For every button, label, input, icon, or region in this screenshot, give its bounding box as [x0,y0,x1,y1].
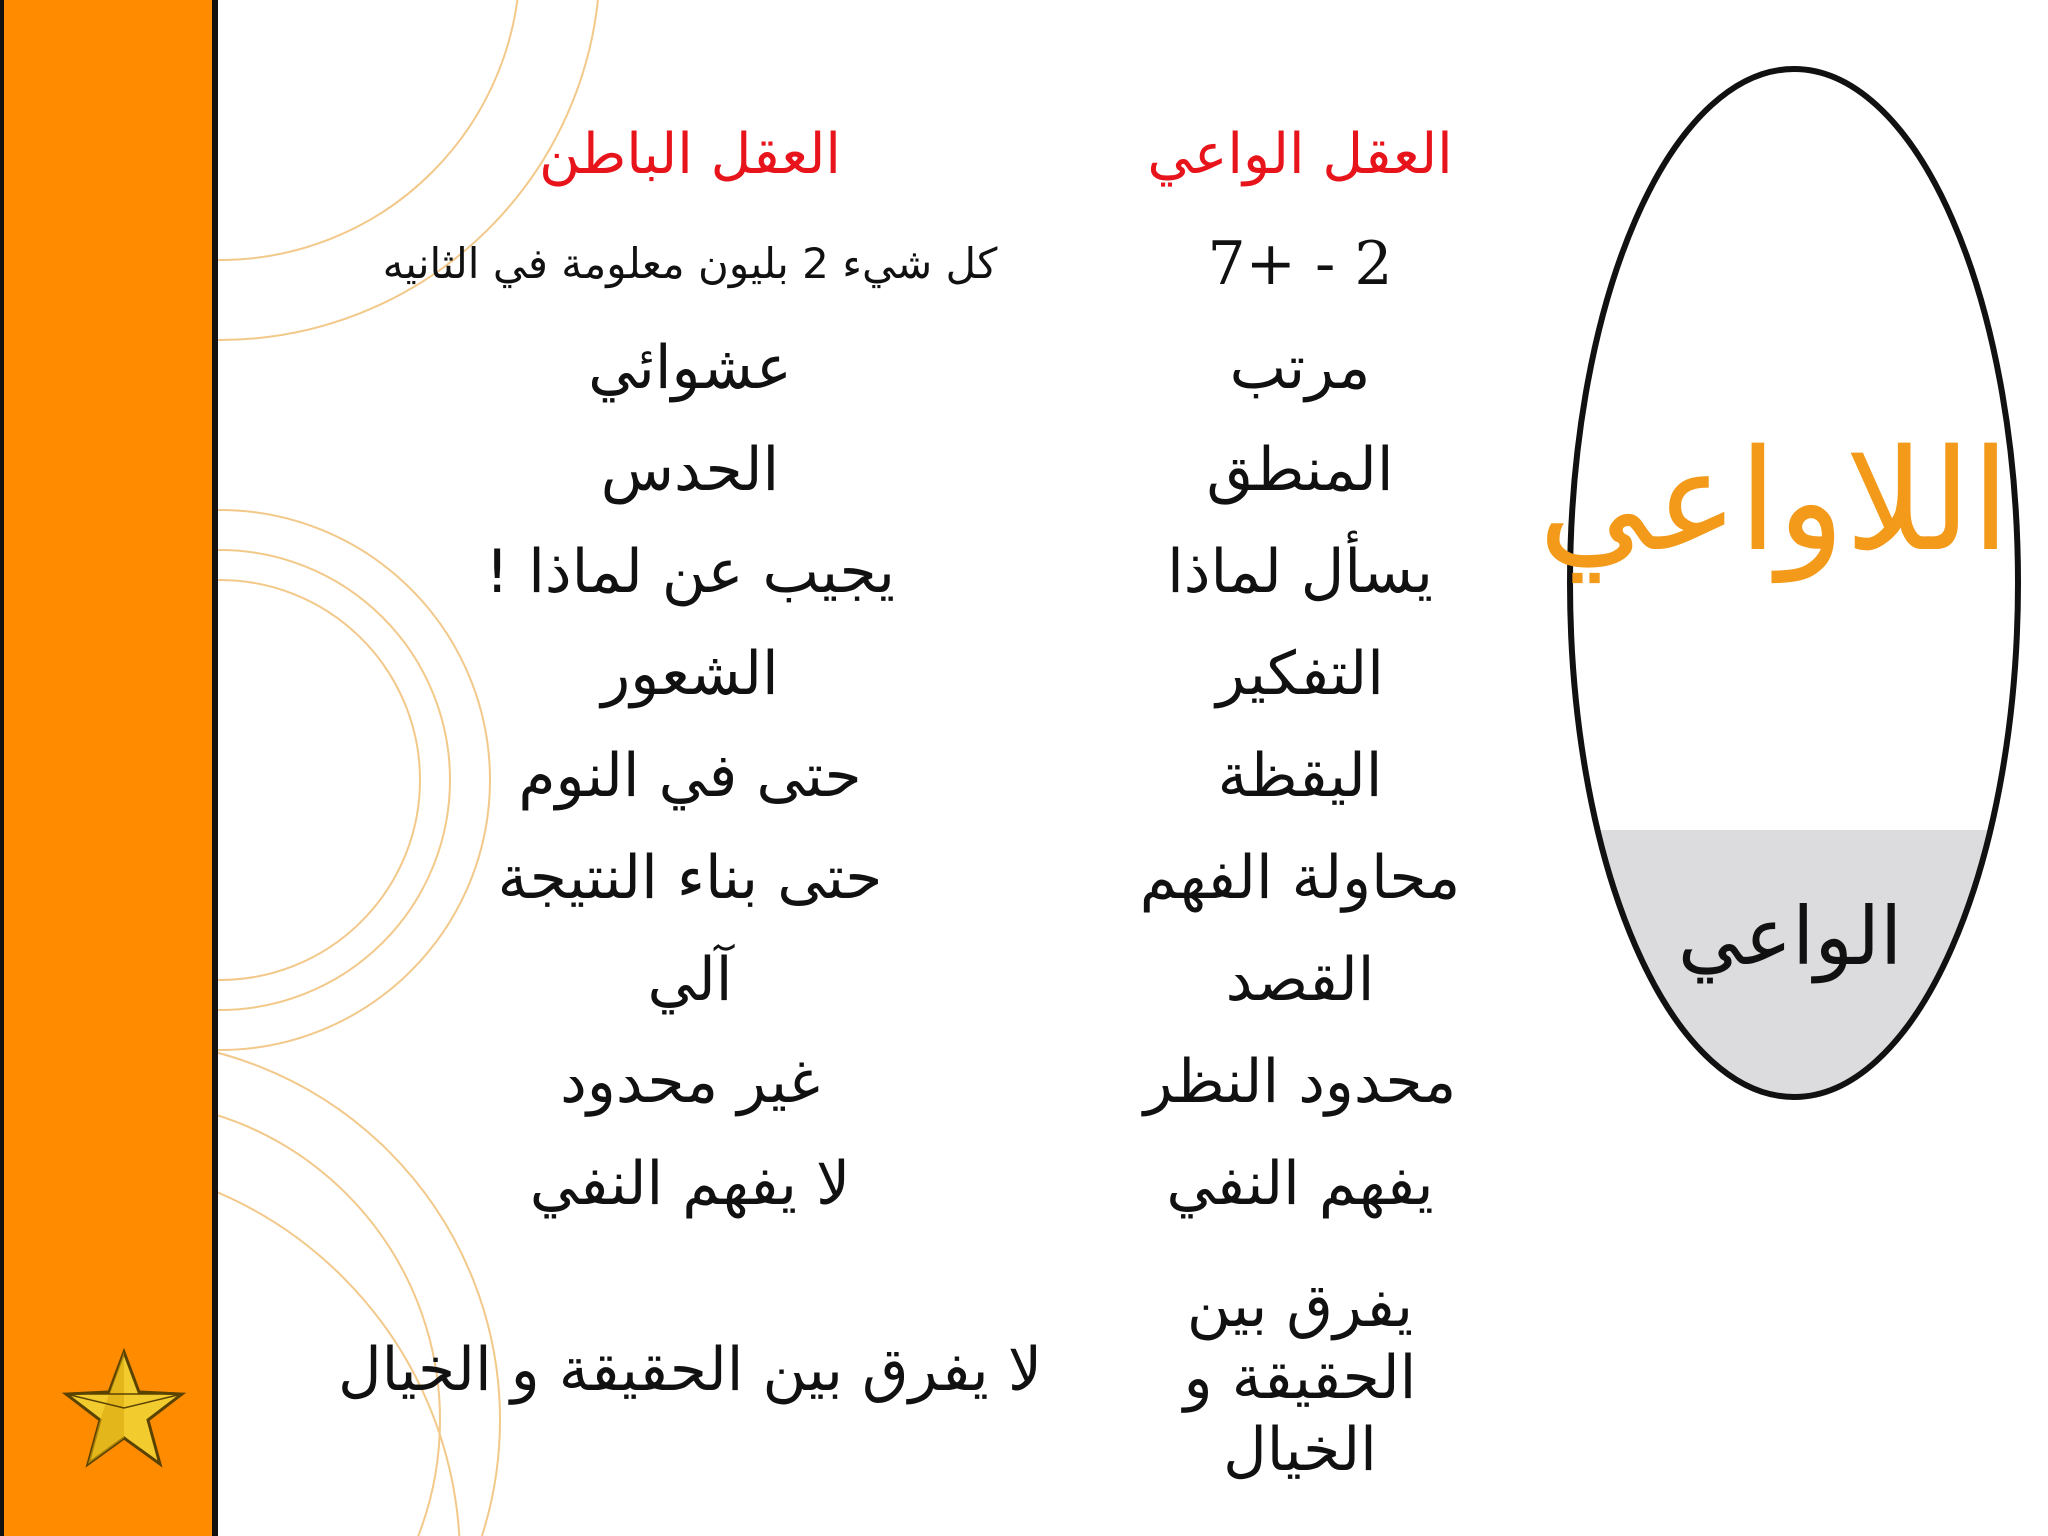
subconscious-item: غير محدود [560,1047,820,1117]
conscious-mind-header: العقل الواعي [1147,122,1453,187]
conscious-item: يسأل لماذا [1167,537,1433,607]
conscious-item: التفكير [1216,639,1384,709]
conscious-item: يفهم النفي [1166,1149,1434,1219]
conscious-item: 7+ - 2 [1207,229,1393,299]
unconscious-label: اللاواعي [1538,420,2010,583]
subconscious-item: حتى بناء النتيجة [497,843,883,913]
subconscious-item: لا يفهم النفي [529,1149,851,1219]
conscious-item: مرتب [1229,333,1371,403]
conscious-item: محاولة الفهم [1139,843,1461,913]
conscious-item: محدود النظر [1143,1047,1457,1117]
conscious-item: القصد [1225,945,1375,1015]
subconscious-item: كل شيء 2 بليون معلومة في الثانيه [382,239,998,288]
star-icon [60,1348,188,1476]
conscious-item: يفرق بين الحقيقة و الخيال [1183,1271,1417,1485]
subconscious-mind-header: العقل الباطن [539,122,841,187]
subconscious-item: لا يفرق بين الحقيقة و الخيال [337,1335,1043,1405]
subconscious-item: الحدس [600,435,780,505]
subconscious-item: آلي [647,945,733,1015]
subconscious-item: الشعور [601,639,779,709]
subconscious-item: يجيب عن لماذا ! [485,537,895,607]
orange-sidebar [0,0,218,1536]
conscious-label: الواعي [1677,890,1903,983]
subconscious-item: حتى في النوم [518,741,862,811]
conscious-item: المنطق [1206,435,1394,505]
subconscious-item: عشوائي [588,333,792,403]
conscious-item: اليقظة [1217,741,1383,811]
